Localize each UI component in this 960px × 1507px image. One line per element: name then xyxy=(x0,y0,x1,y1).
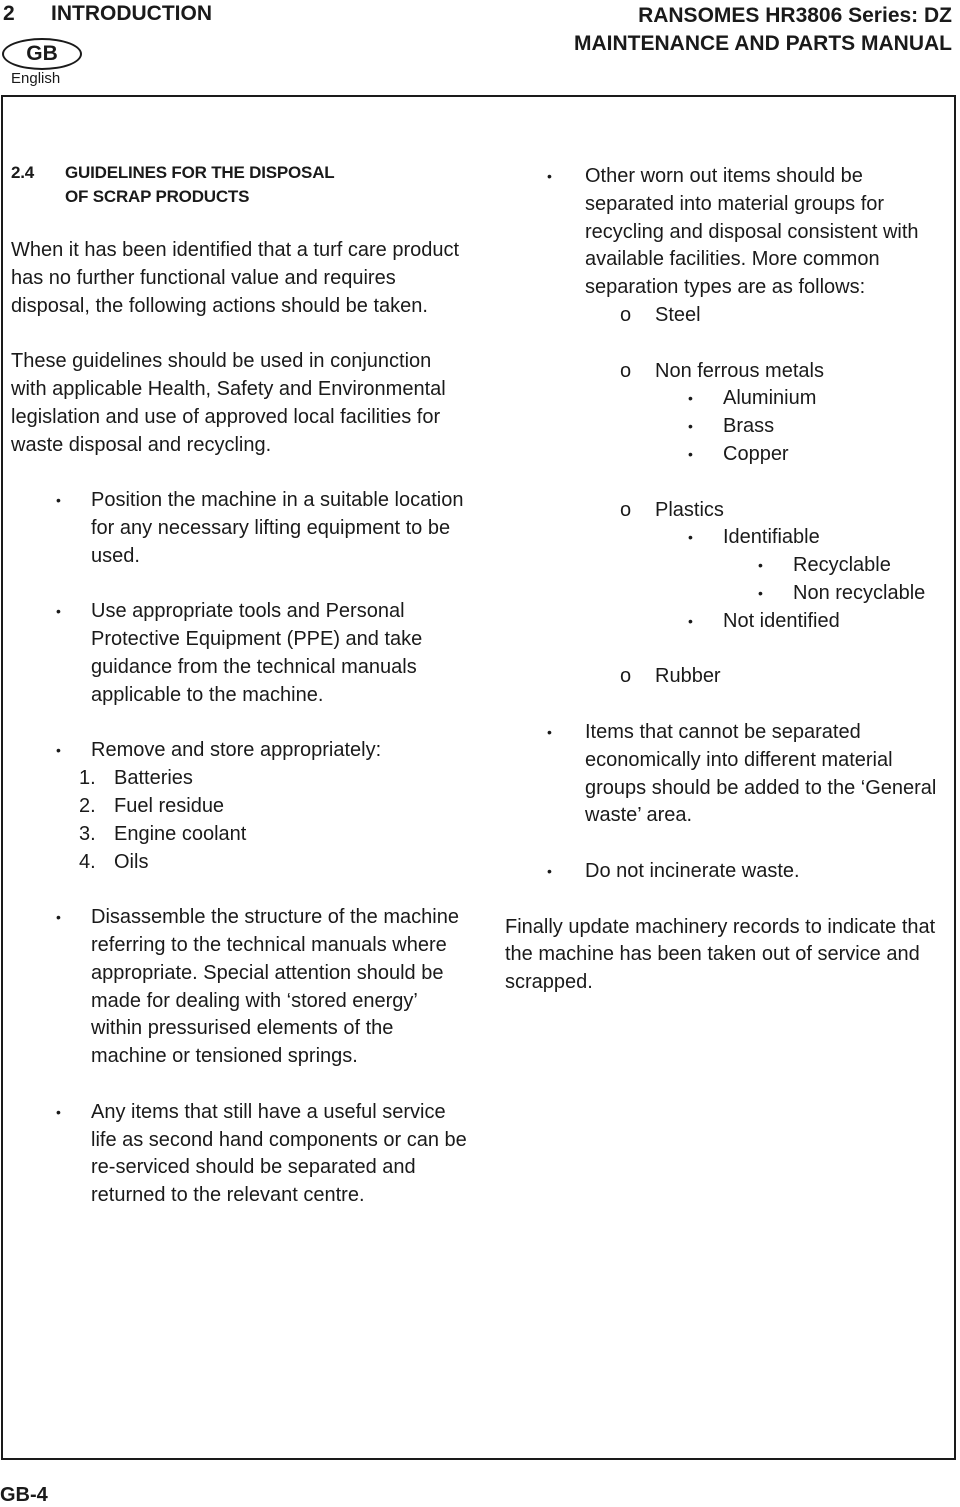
spacer xyxy=(505,469,955,497)
material-label: Aluminium xyxy=(723,387,817,410)
remove-list-item xyxy=(11,849,471,877)
material-group xyxy=(505,358,955,386)
final-paragraph: Finally update machinery records to indicate that the machine has been taken out of service and scrapped. xyxy=(505,915,936,994)
item-text: Oils xyxy=(114,850,149,873)
heading-line1: GUIDELINES FOR THE DISPOSAL xyxy=(65,163,335,182)
list-item xyxy=(505,858,955,886)
bullet-icon: • xyxy=(688,445,693,462)
material-subitem xyxy=(505,552,955,580)
item-number: 3. xyxy=(79,822,96,845)
list-item xyxy=(11,737,471,765)
list-item xyxy=(11,487,471,570)
bullet-icon: • xyxy=(688,529,693,546)
list-item-text: Disassemble the structure of the machine referring to the technical manuals where appropriate. Special attention should be made for dealing with ‘stored energy’ within pressurised elements of the machine or tensioned springs. xyxy=(91,906,459,1068)
remove-list-item xyxy=(11,821,471,849)
material-subitem xyxy=(505,385,955,413)
bullet-icon: • xyxy=(758,557,763,574)
bullet-icon: • xyxy=(688,390,693,407)
list-item-text: Any items that still have a useful service life as second hand components or can be re-serviced should be separated and returned to the relevant centre. xyxy=(91,1100,467,1207)
intro-paragraph: When it has been identified that a turf care product has no further functional value and requires disposal, the following actions should be taken. xyxy=(11,239,460,317)
material-label: Plastics xyxy=(655,498,724,521)
right-column xyxy=(505,163,955,1025)
section-header xyxy=(3,2,212,26)
material-subitem xyxy=(505,413,955,441)
bullet-icon: • xyxy=(688,612,693,629)
remove-list-item xyxy=(11,793,471,821)
material-label: Copper xyxy=(723,442,789,465)
list-item xyxy=(11,904,471,1071)
bullet-icon: • xyxy=(758,584,763,601)
heading-number: 2.4 xyxy=(11,163,35,182)
spacer xyxy=(11,876,471,904)
list-item xyxy=(505,719,955,830)
bullet-icon: • xyxy=(56,1103,61,1120)
material-label: Rubber xyxy=(655,665,721,688)
material-group xyxy=(505,497,955,525)
list-item-text: Use appropriate tools and Personal Protective Equipment (PPE) and take guidance from the technical manuals applicable to the machine. xyxy=(91,600,423,706)
material-label: Non ferrous metals xyxy=(655,359,824,382)
material-group xyxy=(505,302,955,330)
bullet-icon: • xyxy=(56,909,61,926)
heading-title xyxy=(65,161,334,209)
item-number: 4. xyxy=(79,850,96,873)
bullet-icon: • xyxy=(56,603,61,620)
spacer xyxy=(505,691,955,719)
circle-bullet-icon: o xyxy=(620,665,632,688)
bullet-icon: • xyxy=(688,418,693,435)
list-item-text: Do not incinerate waste. xyxy=(585,859,800,882)
spacer xyxy=(505,330,955,358)
spacer xyxy=(505,636,955,664)
material-subitem xyxy=(505,441,955,469)
circle-bullet-icon: o xyxy=(620,359,632,382)
section-title: INTRODUCTION xyxy=(51,2,212,25)
item-text: Batteries xyxy=(114,767,193,790)
list-item xyxy=(11,598,471,709)
material-subitem xyxy=(505,580,955,608)
language-label: English xyxy=(11,70,61,87)
material-group xyxy=(505,663,955,691)
heading-line2: OF SCRAP PRODUCTS xyxy=(65,187,250,206)
item-number: 1. xyxy=(79,767,96,790)
manual-title-line1: RANSOMES HR3806 Series: DZ xyxy=(638,4,952,27)
remove-list xyxy=(11,765,471,876)
material-subitem xyxy=(505,524,955,552)
manual-title xyxy=(574,2,952,58)
bullet-icon: • xyxy=(547,168,552,184)
item-text: Engine coolant xyxy=(114,822,247,845)
page-number: GB-4 xyxy=(0,1484,48,1506)
legislation-paragraph: These guidelines should be used in conjunction with applicable Health, Safety and Environmental legislation and use of approved local facilities for waste disposal and recycling. xyxy=(11,350,446,456)
item-text: Fuel residue xyxy=(114,794,225,817)
list-item xyxy=(505,163,955,302)
list-item xyxy=(11,1099,471,1210)
list-item-text: Items that cannot be separated economically into different material groups should be added to the ‘General waste’ area. xyxy=(585,720,937,827)
bullet-icon: • xyxy=(56,492,61,509)
remove-list-item xyxy=(11,765,471,793)
manual-title-line2: MAINTENANCE AND PARTS MANUAL xyxy=(574,32,952,55)
circle-bullet-icon: o xyxy=(620,498,632,521)
material-subitem xyxy=(505,608,955,636)
material-label: Not identified xyxy=(723,609,840,632)
material-label: Brass xyxy=(723,415,775,438)
material-label: Steel xyxy=(655,303,701,326)
bullet-icon: • xyxy=(56,742,61,759)
bullet-icon: • xyxy=(547,862,552,879)
circle-bullet-icon: o xyxy=(620,303,632,326)
material-label: Identifiable xyxy=(723,526,820,549)
section-heading xyxy=(11,161,471,209)
section-number: 2 xyxy=(3,2,15,25)
gb-logo-icon: GB xyxy=(2,38,82,70)
material-label: Non recyclable xyxy=(793,581,926,604)
list-item-text: Other worn out items should be separated into material groups for recycling and disposal consistent with available facilities. More common separation types are as follows: xyxy=(585,165,919,299)
list-item-text: Remove and store appropriately: xyxy=(91,739,382,762)
list-item-text: Position the machine in a suitable location for any necessary lifting equipment to be used. xyxy=(91,489,464,567)
item-number: 2. xyxy=(79,794,96,817)
material-label: Recyclable xyxy=(793,554,891,577)
left-column xyxy=(11,161,471,1238)
bullet-icon: • xyxy=(547,723,552,740)
language-logo xyxy=(2,38,82,88)
